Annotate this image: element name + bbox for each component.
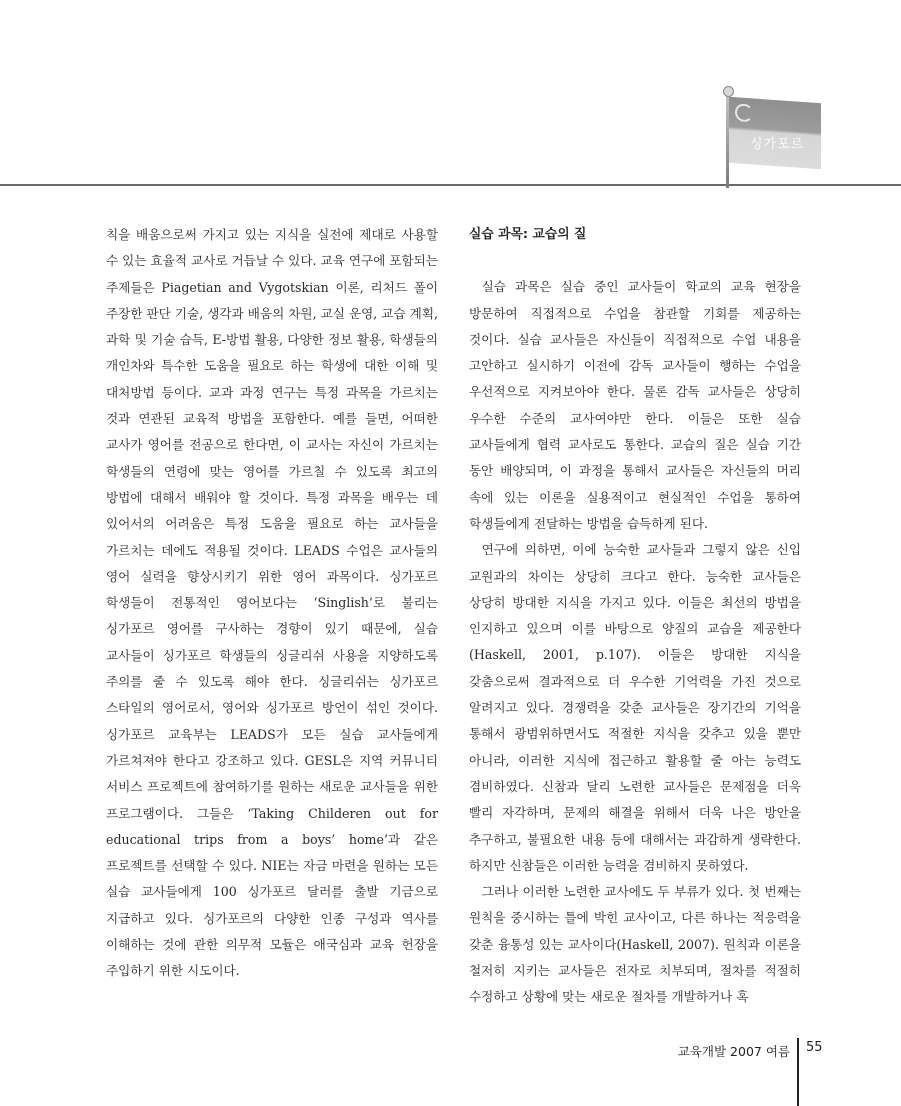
country-label: 싱가포르 [750,137,805,152]
body-paragraph: 연구에 의하면, 이에 능숙한 교사들과 그렇지 않은 신입 교원과의 차이는 상당히 크다고 한다. 능숙한 교사들은 상당히 방대한 지식을 가지고 있다. 이들은 최선의 방법을 인지하고 있으며 이를 바탕으로 양질의 교습을 제공한다(Haskell, 2001, p.107). 이들은 방대한 지식을 갖춤으로써 결과적으로 더 우수한 기억력을 가진 것으로 알려지고 있다. 경쟁력을 갖춘 교사들은 장기간의 기억을 통해서 광범위하면서도 적절한 지식을 갖추고 있을 뿐만 아니라, 이러한 지식에 접근하고 활용할 줄 아는 능력도 겸비하였다. 신참과 달리 노련한 교사들은 문제점을 더욱 빨리 자각하며, 문제의 해결을 위해서 더욱 나은 방안을 추구하고, 불필요한 내용 등에 대해서는 과감하게 생략한다. 하지만 신참들은 이러한 능력을 겸비하지 못하였다. [469,542,801,873]
body-paragraph: 그러나 이러한 노련한 교사에도 두 부류가 있다. 첫 번째는 원칙을 중시하는 틀에 박힌 교사이고, 다른 하나는 적응력을 갖춘 융통성 있는 교사이다(Haskell, 2007). 원칙과 이론을 철저히 지키는 교사들은 전자로 치부되며, 절차를 적절히 수정하고 상황에 맞는 새로운 절차를 개발하거나 혹 [469,884,801,1005]
crescent-icon [735,103,753,122]
footer-divider [797,1038,799,1106]
journal-title: 교육개발 2007 여름 [677,1044,790,1059]
right-column [469,222,801,1011]
footer [660,1040,790,1062]
body-paragraph: 칙을 배움으로써 가지고 있는 지식을 실전에 제대로 사용할 수 있는 효율적 교사로 거듭날 수 있다. 교육 연구에 포함되는 주제들은 Piagetian and Vygotskian 이론, 리처드 폴이 주장한 판단 기술, 생각과 배움의 차원, 교실 운영, 교습 계획, 과학 및 기술 습득, E-방법 활용, 다양한 정보 활용, 학생들의 개인차와 특수한 도움을 필요로 하는 학생에 대한 이해 및 대처방법 등이다. 교과 과정 연구는 특정 과목을 가르치는 것과 연관된 교육적 방법을 포함한다. 예를 들면, 어떠한 교사가 영어를 전공으로 한다면, 이 교사는 자신이 가르치는 학생들의 연령에 맞는 영어를 가르칠 수 있도록 최고의 방법에 대해서 배워야 할 것이다. 특정 과목을 배우는 데 있어서의 어려움은 특정 도움을 필요로 하는 교사들을 가르치는 데에도 적용될 것이다. LEADS 수업은 교사들의 영어 실력을 향상시키기 위한 영어 과목이다. 싱가포르 학생들이 전통적인 영어보다는 ‘Singlish’로 불리는 싱가포르 영어를 구사하는 경향이 있기 때문에, 실습 교사들이 싱가포르 학생들의 싱글리쉬 사용을 지양하도록 주의를 줄 수 있도록 해야 한다. 싱글리쉬는 싱가포르 스타일의 영어로서, 영어와 싱가포르 방언이 섞인 것이다. 싱가포르 교육부는 LEADS가 모든 실습 교사들에게 가르쳐져야 한다고 강조하고 있다. GESL은 지역 커뮤니티 서비스 프로젝트에 참여하기를 원하는 새로운 교사들을 위한 프로그램이다. 그들은 ‘Taking Childeren out for educational trips from a boys’ home’과 같은 프로젝트를 선택할 수 있다. NIE는 자금 마련을 원하는 모든 실습 교사들에게 100 싱가포르 달러를 출발 기금으로 지급하고 있다. 싱가포르의 다양한 인종 구성과 역사를 이해하는 것에 관한 의무적 모듈은 애국심과 교육 헌장을 주입하기 위한 시도이다. [106,227,439,979]
section-title: 실습 과목: 교습의 질 [469,227,587,242]
flag-illustration [700,80,840,190]
left-column [106,222,438,985]
flag-pole-knob [723,86,734,97]
page-number: 55 [806,1040,823,1055]
body-paragraph: 실습 과목은 실습 중인 교사들이 학교의 교육 현장을 방문하여 직접적으로 수업을 참관할 기회를 제공하는 것이다. 실습 교사들은 자신들이 직접적으로 수업 내용을 고안하고 실시하기 이전에 감독 교사들이 행하는 수업을 우선적으로 지켜보아야 한다. 물론 감독 교사들은 상당히 우수한 수준의 교사여야만 한다. 이들은 또한 실습 교사들에게 협력 교사로도 통한다. 교습의 질은 실습 기간 동안 배양되며, 이 과정을 통해서 교사들은 자신들의 머리 속에 있는 이론을 실용적이고 현실적인 수업을 통하여 학생들에게 전달하는 방법을 습득하게 된다. [469,279,801,531]
